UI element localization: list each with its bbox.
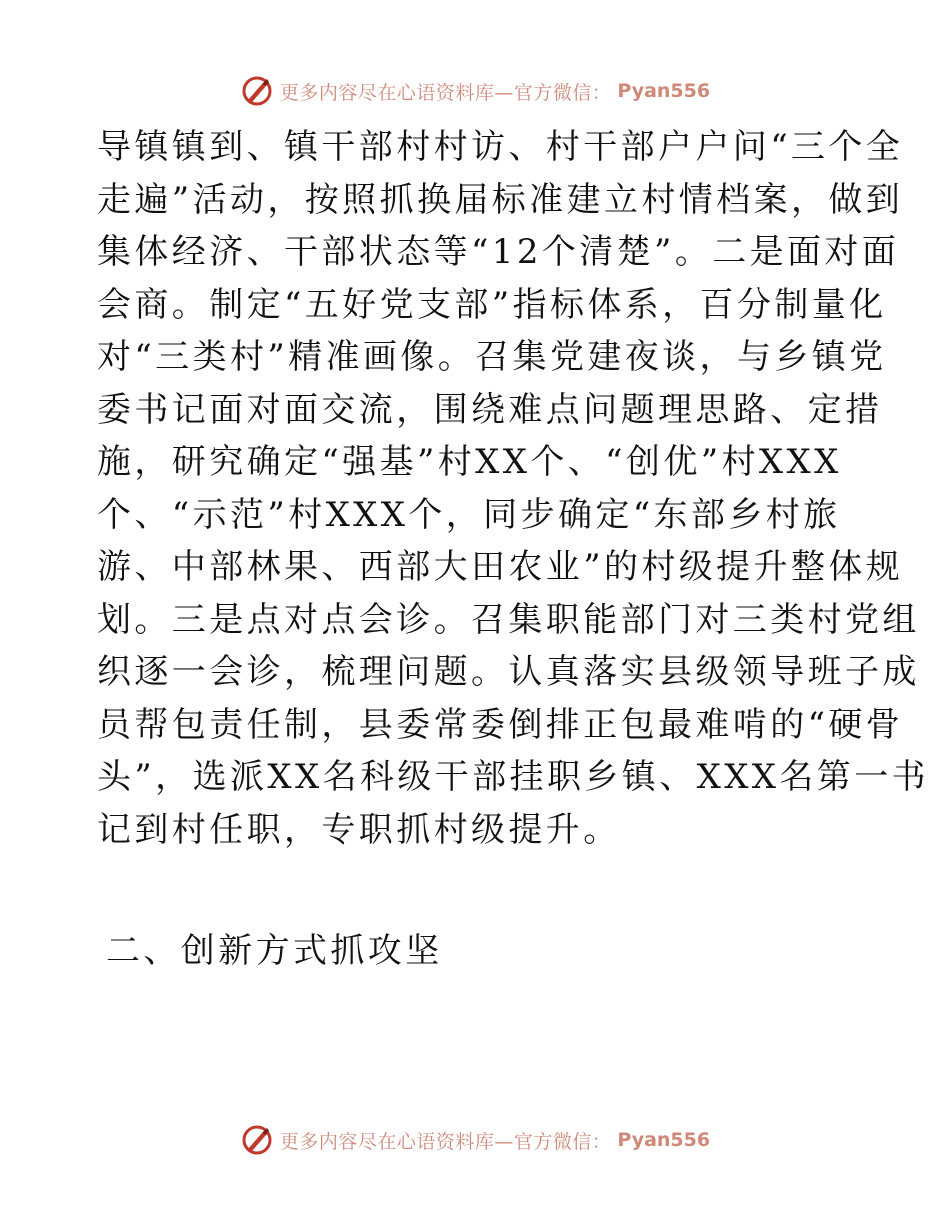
body-line: 员帮包责任制，县委常委倒排正包最难啃的“硬骨 — [97, 704, 904, 745]
body-line: 个、“示范”村XXX个，同步确定“东部乡村旅 — [97, 494, 841, 535]
header-watermark — [0, 71, 950, 111]
pen-logo-icon — [240, 1123, 274, 1157]
watermark-text: 更多内容尽在心语资料库—官方微信： — [279, 1130, 612, 1153]
document-body — [97, 121, 930, 856]
body-line: 对“三类村”精准画像。召集党建夜谈，与乡镇党 — [97, 337, 887, 377]
pen-logo-icon — [240, 74, 274, 108]
body-line: 委书记面对面交流，围绕难点问题理思路、定措 — [97, 389, 883, 430]
section-heading: 二、创新方式抓攻坚 — [106, 931, 443, 971]
watermark-text: 更多内容尽在心语资料库—官方微信： — [279, 81, 612, 104]
footer-watermark — [0, 1120, 950, 1160]
watermark-handle: Pyan556 — [617, 1129, 711, 1151]
body-line: 织逐一会诊，梳理问题。认真落实县级领导班子成 — [97, 652, 920, 692]
body-line: 会商。制定“五好党支部”指标体系，百分制量化 — [97, 284, 887, 325]
body-line: 集体经济、干部状态等“12个清楚”。二是面对面 — [97, 232, 900, 272]
body-line: 施，研究确定“强基”村XX个、“创优”村XXX — [97, 442, 842, 482]
body-line: 游、中部林果、西部大田农业”的村级提升整体规 — [97, 547, 904, 587]
body-line: 走遍”活动，按照抓换届标准建立村情档案，做到 — [97, 179, 904, 220]
body-line: 导镇镇到、镇干部村村访、村干部户户问“三个全 — [97, 127, 904, 167]
body-line: 头”，选派XX名科级干部挂职乡镇、XXX名第一书 — [97, 757, 930, 797]
body-line: 划。三是点对点会诊。召集职能部门对三类村党组 — [97, 599, 920, 640]
body-line: 记到村任职，专职抓村级提升。 — [97, 809, 621, 850]
watermark-handle: Pyan556 — [617, 80, 711, 102]
